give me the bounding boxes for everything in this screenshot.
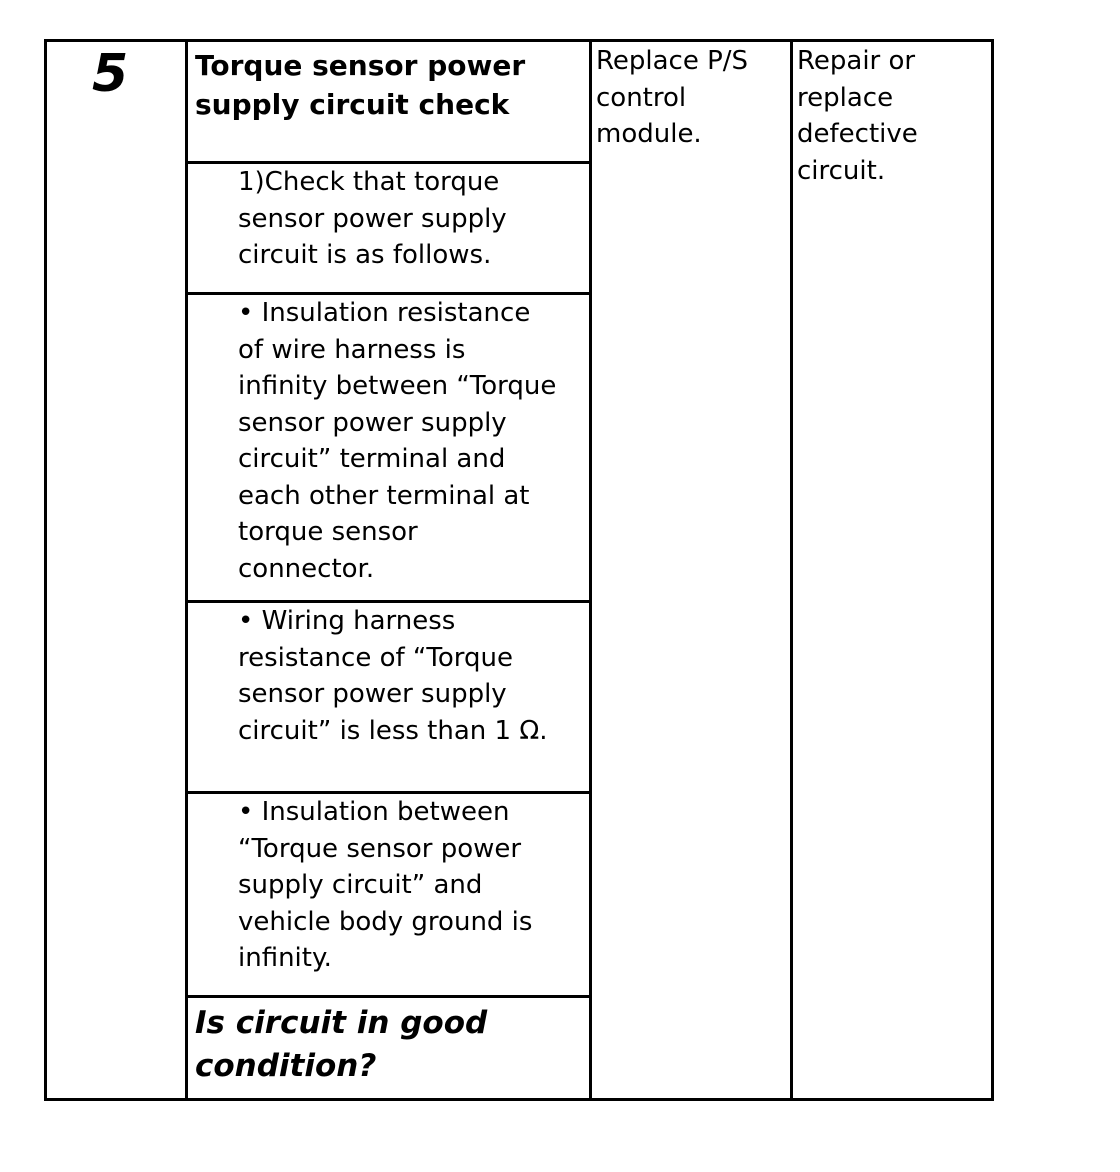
condition-line: of wire harness is bbox=[238, 334, 466, 365]
condition-line: • Insulation between bbox=[238, 797, 510, 827]
condition-line: each other terminal at bbox=[238, 480, 530, 511]
step-title-line: supply circuit check bbox=[195, 88, 510, 121]
condition-line: circuit” terminal and bbox=[238, 444, 506, 474]
question-line: Is circuit in good bbox=[195, 1005, 488, 1041]
no-action-line: replace bbox=[797, 82, 894, 113]
condition-line: • Insulation resistance bbox=[238, 298, 531, 328]
condition-line: sensor power supply bbox=[238, 679, 507, 709]
condition-line: connector. bbox=[238, 553, 375, 584]
condition-line: vehicle body ground is bbox=[238, 906, 533, 937]
step-title-line: Torque sensor power bbox=[195, 49, 526, 82]
condition-line: “Torque sensor power bbox=[238, 833, 522, 864]
no-action-line: defective bbox=[797, 119, 918, 149]
step-title bbox=[195, 46, 587, 124]
condition-line: circuit” is less than 1 Ω. bbox=[238, 715, 548, 746]
step-question bbox=[195, 1002, 587, 1088]
check-instruction-line: circuit is as follows. bbox=[238, 240, 492, 270]
condition-ground-insulation bbox=[238, 794, 532, 977]
no-action bbox=[797, 43, 918, 189]
column-divider-2 bbox=[589, 42, 592, 1098]
yes-action bbox=[596, 43, 748, 153]
row-divider-5 bbox=[187, 995, 590, 998]
yes-action-line: control bbox=[596, 82, 687, 113]
step-number: 5 bbox=[92, 44, 129, 104]
condition-line: • Wiring harness bbox=[238, 606, 456, 636]
no-action-line: circuit. bbox=[797, 155, 886, 186]
column-divider-3 bbox=[790, 42, 793, 1098]
check-instruction-line: sensor power supply bbox=[238, 203, 507, 234]
condition-wiring-resistance bbox=[238, 603, 547, 749]
yes-action-line: module. bbox=[596, 119, 702, 149]
condition-line: resistance of “Torque bbox=[238, 642, 513, 673]
condition-line: sensor power supply bbox=[238, 407, 507, 438]
condition-line: infinity. bbox=[238, 943, 332, 973]
yes-action-line: Replace P/S bbox=[596, 46, 749, 76]
condition-insulation-resistance bbox=[238, 295, 556, 587]
condition-line: infinity between “Torque bbox=[238, 371, 557, 401]
check-instruction-line: 1)Check that torque bbox=[238, 167, 500, 197]
question-line: condition? bbox=[195, 1048, 377, 1084]
diagnostic-step-table bbox=[44, 39, 994, 1101]
column-divider-1 bbox=[185, 42, 188, 1098]
no-action-line: Repair or bbox=[797, 46, 916, 76]
condition-line: supply circuit” and bbox=[238, 870, 483, 900]
check-instruction bbox=[238, 164, 507, 274]
condition-line: torque sensor bbox=[238, 517, 418, 547]
